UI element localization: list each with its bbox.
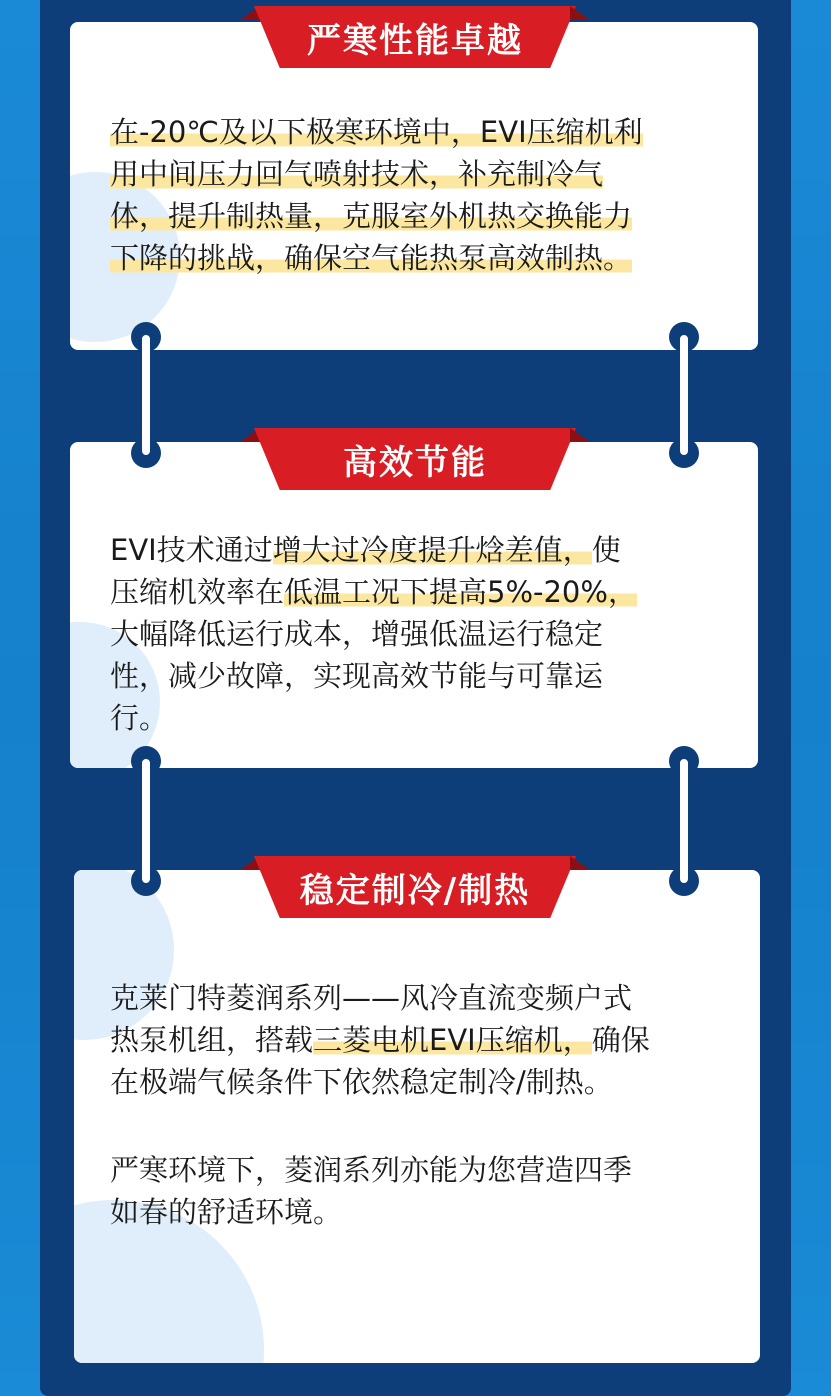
section-1-line-4 [110,238,632,278]
section-title: 稳定制冷/制热 [299,870,531,911]
section-3-line-1: 克莱门特菱润系列——风冷直流变频户式 [110,981,633,1015]
connector-right-1 [669,322,699,468]
highlight-text: 低温工况下提高5%-20%， [284,575,637,609]
plain-text: 热泵机组，搭载 [110,1023,314,1057]
highlight-text: 体，提升制热量，克服室外机热交换能力 [110,199,633,233]
highlight-text: 用中间压力回气喷射技术，补充制冷气 [110,157,604,191]
section-1-line-3 [110,196,632,236]
plain-text: 使 [591,533,621,567]
section-title-tab-1 [254,6,576,68]
section-title: 高效节能 [343,442,487,483]
section-title: 严寒性能卓越 [307,20,523,61]
section-title-tab-3 [254,856,576,918]
section-2-line-1 [110,530,621,570]
section-3-line-6: 如春的舒适环境。 [110,1195,343,1229]
section-1-line-2 [110,154,603,194]
section-1-line-1 [110,112,643,152]
section-2-line-5: 行。 [110,701,169,735]
plain-text: EVI技术通过 [110,533,273,567]
section-card-stable-cooling-heating [74,870,760,1363]
plain-text: 确保 [591,1023,650,1057]
highlight-text: 下降的挑战，确保空气能热泵高效制热。 [110,241,633,275]
section-3-line-3: 在极端气候条件下依然稳定制冷/制热。 [110,1065,613,1099]
section-title-tab-2 [254,428,576,490]
section-2-line-3: 大幅降低运行成本，增强低温运行稳定 [110,617,604,651]
plain-text: 压缩机效率在 [110,575,285,609]
section-3-line-2 [110,1020,650,1060]
highlight-text: 三菱电机EVI压缩机， [313,1023,592,1057]
section-2-line-4: 性，减少故障，实现高效节能与可靠运 [110,659,604,693]
highlight-text: 增大过冷度提升焓差值， [272,533,592,567]
connector-left-1 [131,322,161,468]
section-3-line-5: 严寒环境下，菱润系列亦能为您营造四季 [110,1153,633,1187]
connector-left-2 [131,746,161,896]
highlight-text: 在-20℃及以下极寒环境中，EVI压缩机利 [110,115,643,149]
connector-right-2 [669,746,699,896]
section-2-line-2 [110,572,637,612]
